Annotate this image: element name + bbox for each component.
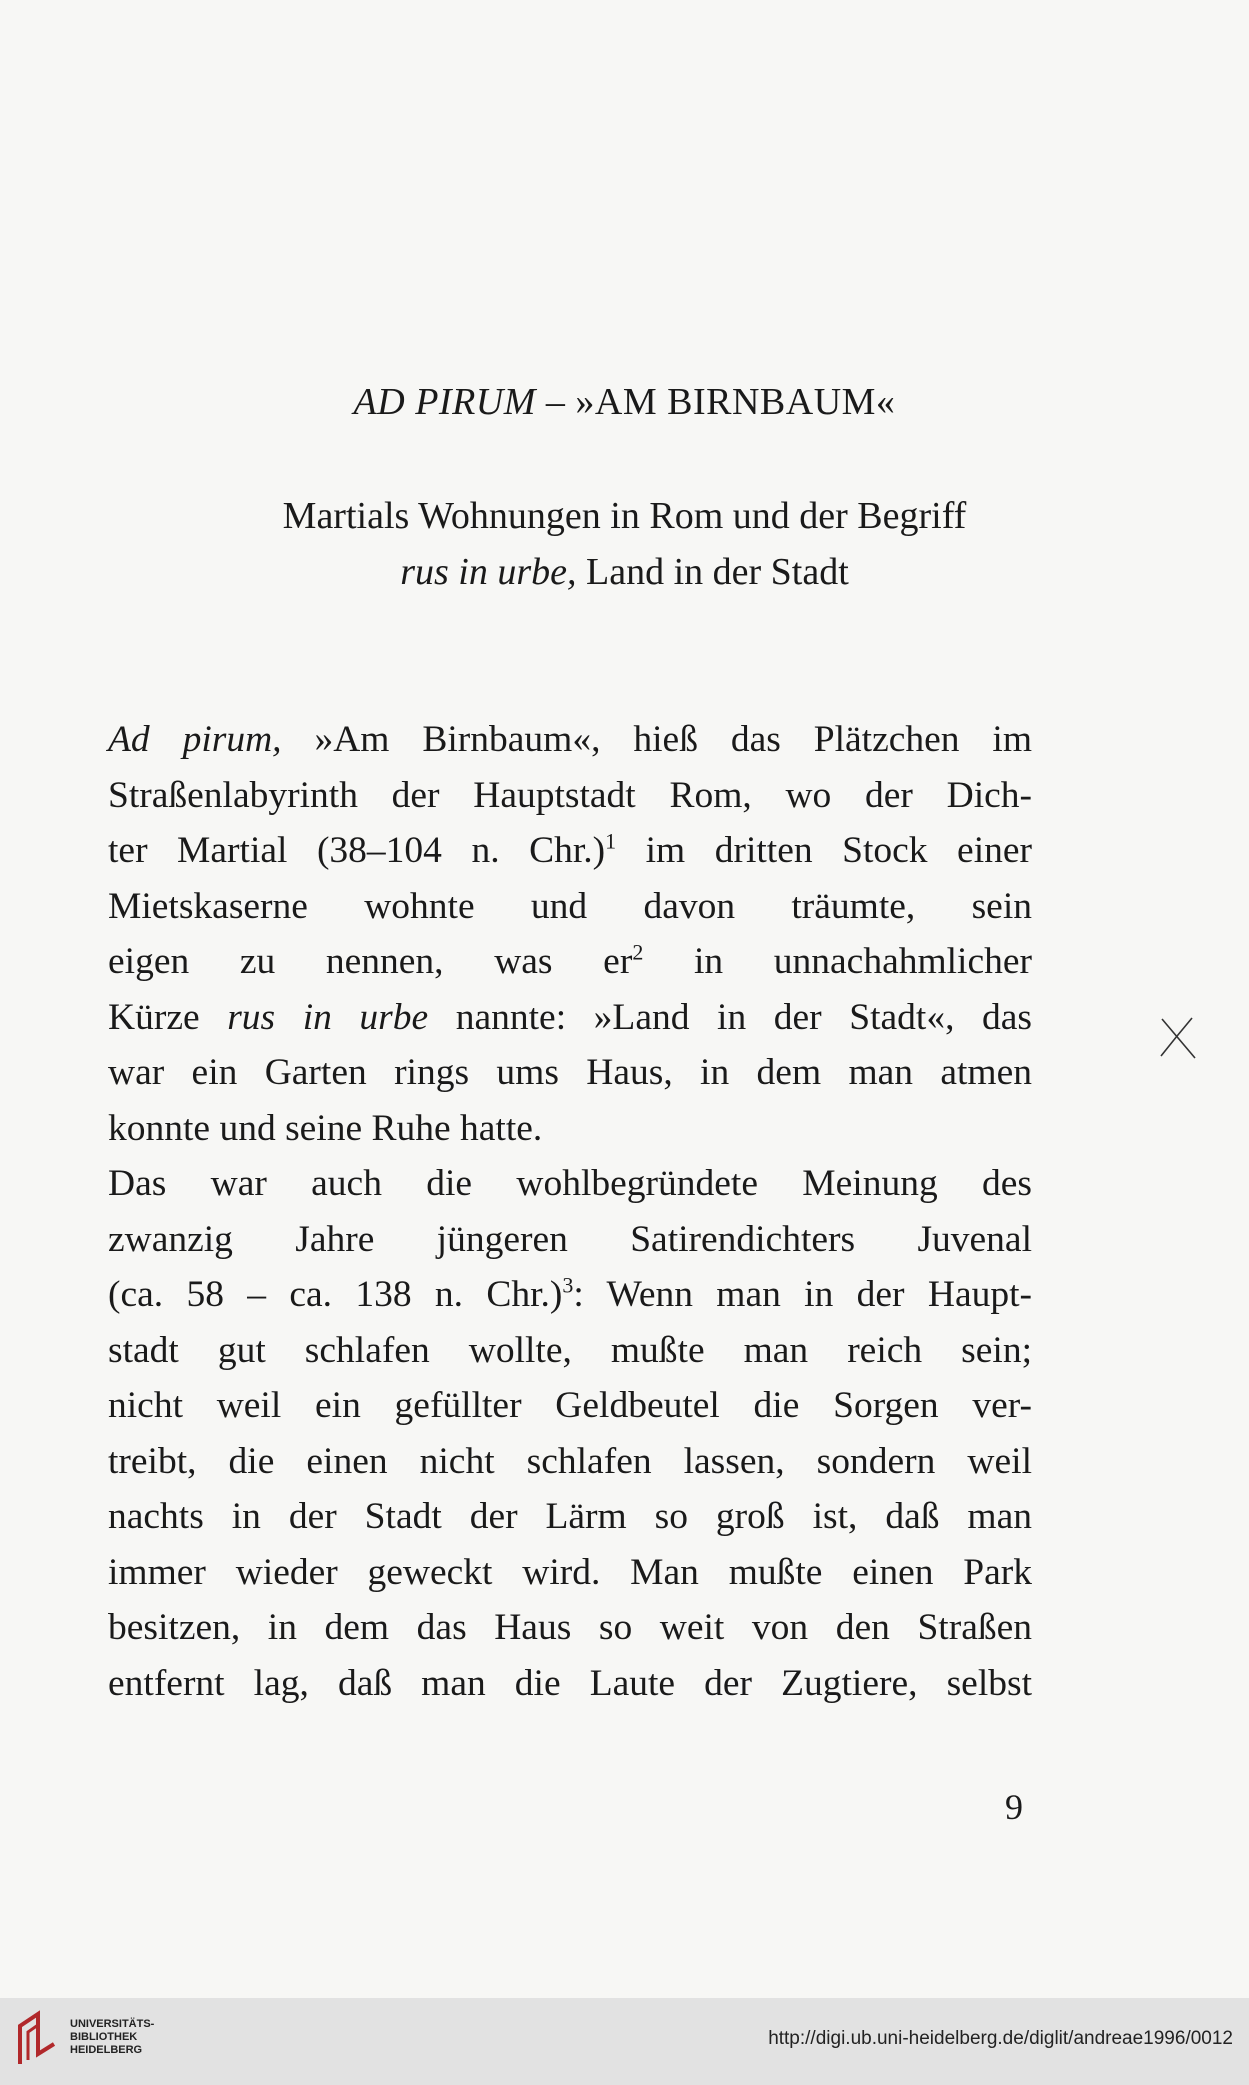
body-line [108,1267,1032,1323]
italic-phrase: rus in urbe [227,996,429,1038]
body-line: entfernt lag, daß man die Laute der Zugtiere, selbst [108,1662,1032,1704]
body-line: Mietskaserne wohnte und davon träumte, sein [108,885,1032,927]
page-number: 9 [1005,1787,1023,1827]
chapter-title [0,380,1249,424]
body-line: konnte und seine Ruhe hatte. [108,1107,543,1149]
body-text [108,712,1032,1711]
body-line: treibt, die einen nicht schlafen lassen, sondern weil [108,1440,1032,1482]
text-run: Kürze [108,996,228,1038]
body-line: Straßenlabyrinth der Hauptstadt Rom, wo der Dich- [108,774,1032,816]
text-run: ter Martial (38–104 n. Chr.) [108,830,606,871]
body-line: Das war auch die wohlbegründete Meinung des [108,1163,1032,1204]
body-line [108,712,1032,768]
subtitle-line-2-italic: rus in urbe, [400,551,577,593]
library-logo-text [70,2018,154,2057]
body-line: besitzen, in dem das Haus so weit von den Straßen [108,1607,1032,1648]
text-run: im dritten Stock einer [616,830,1032,871]
footnote-ref: 2 [632,939,644,965]
source-url-link[interactable]: http://digi.ub.uni-heidelberg.de/diglit/andreae1996/0012 [768,2028,1233,2049]
body-line [108,823,1032,879]
body-line: stadt gut schlafen wollte, mußte man reich sein; [108,1329,1032,1371]
body-line: nachts in der Stadt der Lärm so groß ist, daß man [108,1496,1032,1537]
italic-phrase: Ad pirum, [108,719,282,760]
logo-line: BIBLIOTHEK [70,2031,138,2043]
body-line: zwanzig Jahre jüngeren Satirendichters Juvenal [108,1218,1032,1260]
body-line [108,990,1032,1046]
body-line: war ein Garten rings ums Haus, in dem man atmen [108,1052,1032,1093]
chapter-title-italic: AD PIRUM [353,381,536,423]
text-run: nannte: »Land in der Stadt«, das [428,996,1033,1038]
body-line: immer wieder geweckt wird. Man mußte einen Park [108,1551,1032,1593]
subtitle-line-2-rest: Land in der Stadt [576,551,849,593]
subtitle-line-2 [0,550,1249,594]
library-logo-icon [14,2010,58,2068]
text-run: »Am Birnbaum«, hieß das Plätzchen im [281,719,1033,760]
text-run: : Wenn man in der Haupt- [573,1274,1032,1315]
body-line [108,934,1032,990]
text-run: in unnachahmlicher [643,941,1032,982]
text-run: (ca. 58 – ca. 138 n. Chr.) [108,1274,563,1315]
footnote-ref: 3 [562,1272,574,1298]
logo-line: UNIVERSITÄTS- [70,2018,155,2030]
footnote-ref: 1 [605,828,617,854]
body-line: nicht weil ein gefüllter Geldbeutel die Sorgen ver- [108,1385,1032,1426]
chapter-title-rest: – »AM BIRNBAUM« [535,381,896,423]
logo-line: HEIDELBERG [70,2044,143,2056]
text-run: eigen zu nennen, was er [108,941,633,982]
margin-x-mark-icon [1158,1015,1198,1061]
subtitle-line-1: Martials Wohnungen in Rom und der Begriff [282,495,967,537]
